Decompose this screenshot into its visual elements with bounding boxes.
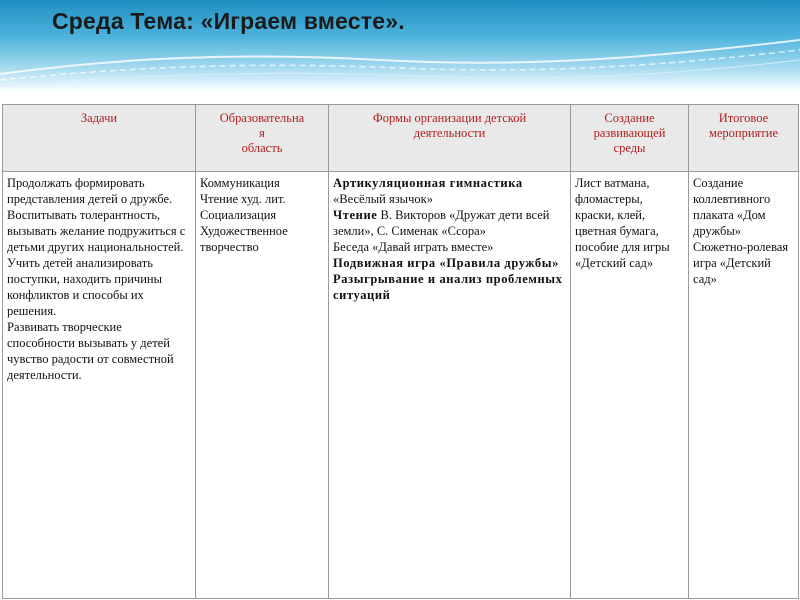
header-banner (0, 0, 800, 92)
forms-game: Подвижная игра «Правила дружбы» (333, 256, 559, 270)
task-item: Воспитывать толерантность, вызывать желание подружиться с детьми других национальностей. (7, 208, 186, 254)
header-row (3, 105, 799, 172)
task-item: Развивать творческие способности вызывать у детей чувство радости от совместной деятельности. (7, 320, 174, 382)
header-final-event-text: Итоговое мероприятие (708, 111, 779, 140)
area-item: Художественное творчество (200, 224, 288, 254)
final-event-item: Создание коллевтивного плаката «Дом дружбы» (693, 176, 771, 238)
page-title: Среда Тема: «Играем вместе». (52, 8, 405, 34)
header-forms (329, 105, 571, 172)
area-item: Коммуникация (200, 176, 280, 190)
header-environment-text: Создание развивающей среды (593, 111, 666, 155)
header-final-event (689, 105, 799, 172)
environment-text: Лист ватмана, фломастеры, краски, клей, цветная бумага, пособие для игры «Детский сад» (575, 176, 670, 270)
forms-gymnastics-label: Артикуляционная гимнастика (333, 176, 523, 190)
header-area (196, 105, 329, 172)
cell-areas (196, 172, 329, 599)
area-item: Социализация (200, 208, 277, 222)
task-item: Учить детей анализировать поступки, находить причины конфликтов и способы их решения. (7, 256, 162, 318)
plan-table (2, 104, 799, 599)
header-environment (571, 105, 689, 172)
cell-environment (571, 172, 689, 599)
header-tasks: Задачи (3, 105, 196, 172)
header-area-text: Образовательна я область (219, 111, 305, 155)
final-event-item: Сюжетно-ролевая игра «Детский сад» (693, 240, 789, 286)
cell-tasks (3, 172, 196, 599)
forms-reading (333, 207, 566, 239)
forms-reading-text: В. Викторов «Дружат дети всей земли», С. Сименак «Ссора» (333, 208, 550, 238)
header-forms-text: Формы организации детской деятельности (372, 111, 527, 140)
forms-reading-label: Чтение (333, 208, 378, 222)
task-item: Продолжать формировать представления детей о дружбе. (7, 176, 173, 206)
forms-talk: Беседа «Давай играть вместе» (333, 240, 494, 254)
forms-analysis: Разыгрывание и анализ проблемных ситуаций (333, 272, 563, 302)
cell-forms (329, 172, 571, 599)
content-row (3, 172, 799, 599)
forms-gymnastics-text: «Весёлый язычок» (333, 192, 433, 206)
cell-final-event (689, 172, 799, 599)
area-item: Чтение худ. лит. (200, 192, 286, 206)
